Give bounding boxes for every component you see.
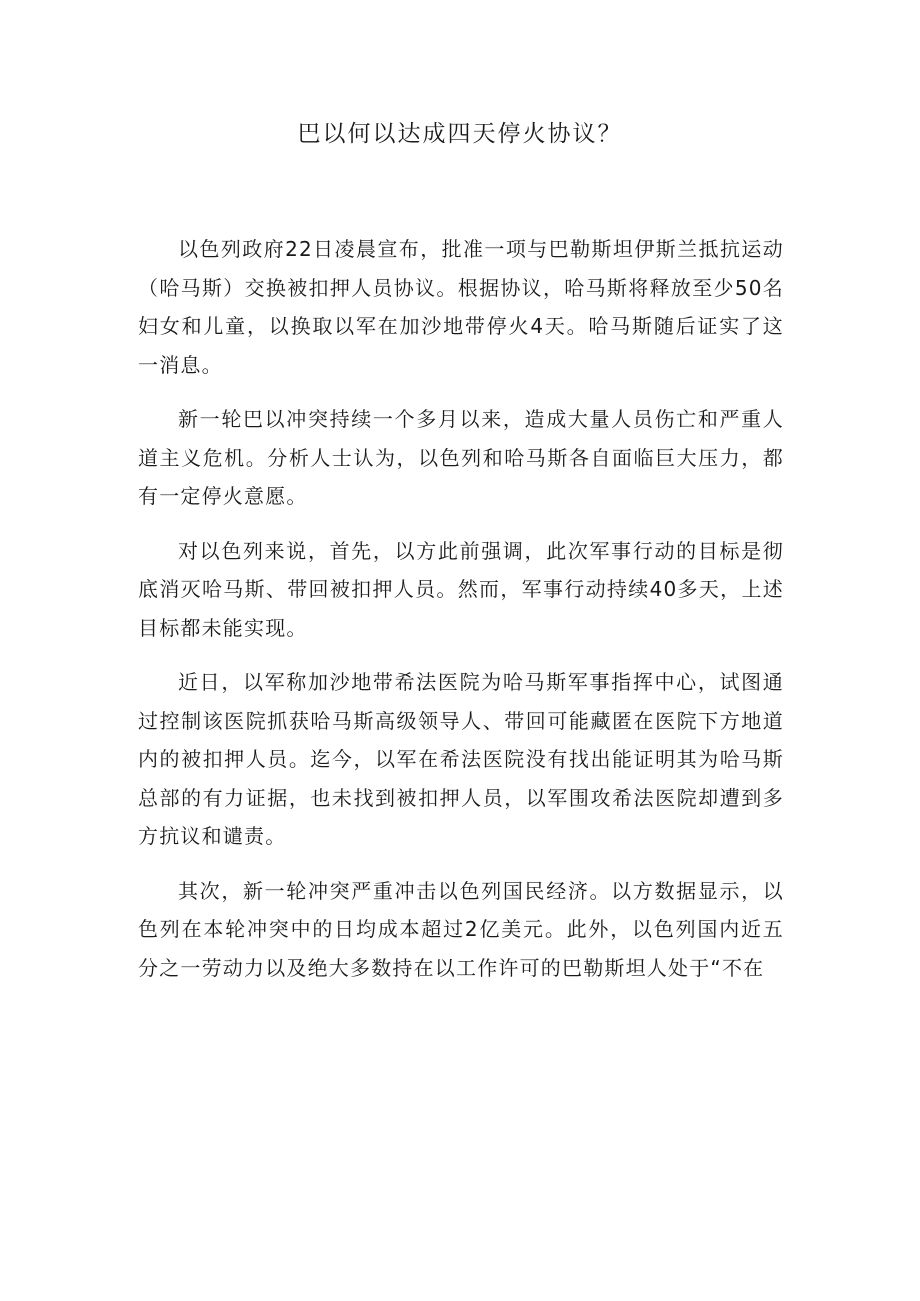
paragraph: 以色列政府22日凌晨宣布，批准一项与巴勒斯坦伊斯兰抵抗运动（哈马斯）交换被扣押人员协议。根据协议，哈马斯将释放至少50名妇女和儿童，以换取以军在加沙地带停火4天。哈马斯随后证实了这一消息。 — [138, 237, 784, 377]
paragraph: 新一轮巴以冲突持续一个多月以来，造成大量人员伤亡和严重人道主义危机。分析人士认为，以色列和哈马斯各自面临巨大压力，都有一定停火意愿。 — [138, 407, 784, 508]
document-body — [138, 230, 784, 1003]
paragraph: 对以色列来说，首先，以方此前强调，此次军事行动的目标是彻底消灭哈马斯、带回被扣押人员。然而，军事行动持续40多天，上述目标都未能实现。 — [138, 538, 784, 640]
document-title: 巴以何以达成四天停火协议？ — [297, 121, 623, 147]
paragraph: 近日，以军称加沙地带希法医院为哈马斯军事指挥中心，试图通过控制该医院抓获哈马斯高级领导人、带回可能藏匿在医院下方地道内的被扣押人员。迄今，以军在希法医院没有找出能证明其为哈马斯总部的有力证据，也未找到被扣押人员，以军围攻希法医院却遭到多方抗议和谴责。 — [138, 670, 784, 848]
paragraph: 其次，新一轮冲突严重冲击以色列国民经济。以方数据显示，以色列在本轮冲突中的日均成本超过2亿美元。此外，以色列国内近五分之一劳动力以及绝大多数持在以工作许可的巴勒斯坦人处于“不在 — [138, 878, 784, 980]
